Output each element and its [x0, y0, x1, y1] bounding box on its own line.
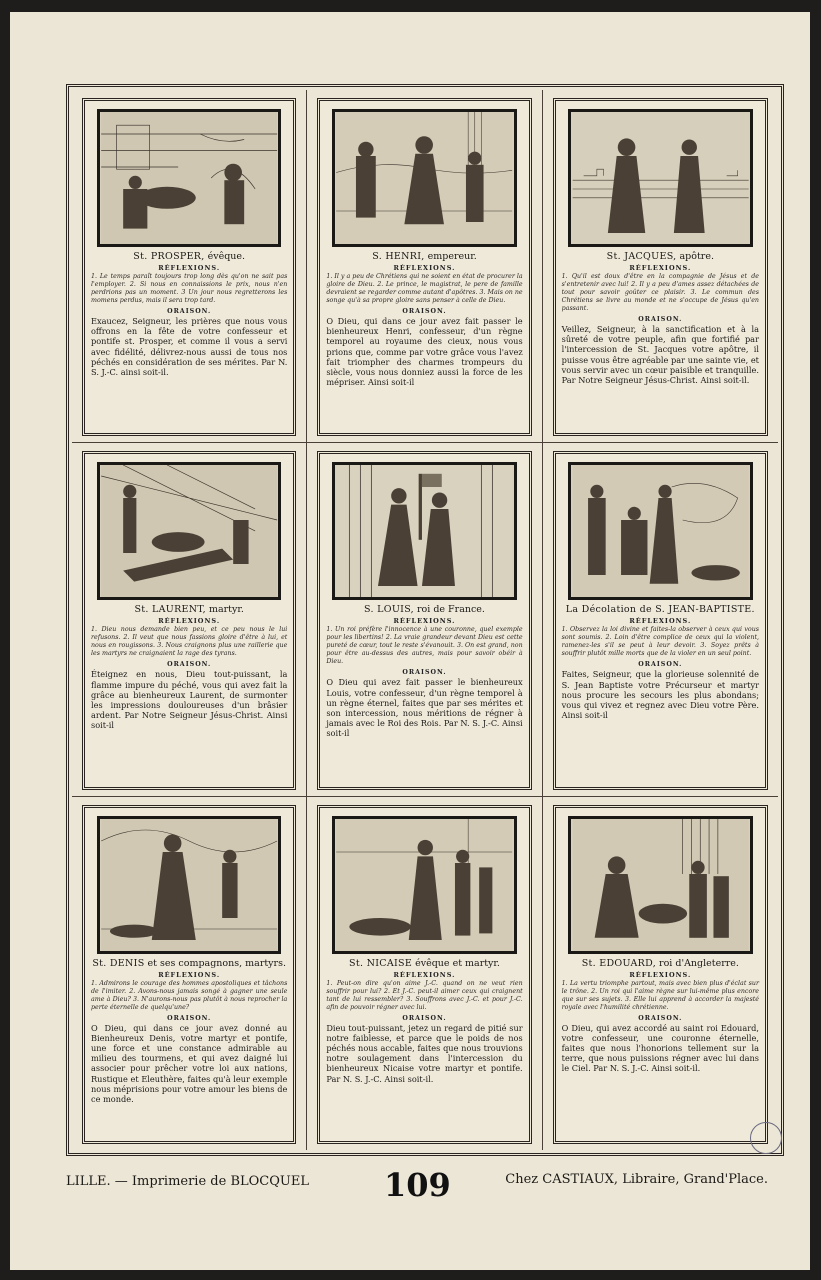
engraving-image: [568, 109, 753, 247]
oraison-text: Exaucez, Seigneur, les prières que nous vous offrons en la fête de votre confesseur et pontife st. Prosper, et comme il vous a servi avec fidélité, délivrez-nous aussi de tous nos péchés en considération de ses mérites. Par N. S. J.-C. ainsi soit-il.: [91, 316, 288, 378]
card-title-name: St. JACQUES,: [606, 251, 677, 262]
card-cell: [543, 443, 778, 796]
printer-line: LILLE. — Imprimerie de BLOCQUEL: [66, 1174, 309, 1189]
reflexions-heading: RÉFLEXIONS.: [158, 970, 221, 979]
saint-card: [317, 98, 531, 436]
saint-card: [82, 98, 296, 436]
card-title-name: S. HENRI,: [372, 251, 425, 262]
oraison-heading: ORAISON.: [402, 669, 447, 677]
card-title-qualifier: et ses compagnons, martyrs.: [144, 957, 286, 969]
reflexions-heading: RÉFLEXIONS.: [393, 617, 456, 626]
saint-card: [82, 451, 296, 789]
card-title-name: S. LOUIS,: [364, 604, 414, 616]
card-cell: [72, 90, 307, 443]
reflexions-heading: RÉFLEXIONS.: [158, 617, 221, 626]
card-title-qualifier: roi d'Angleterre.: [656, 957, 739, 969]
reflexions-heading: RÉFLEXIONS.: [393, 970, 456, 979]
card-cell: [72, 443, 307, 796]
oraison-text: Éteignez en nous, Dieu tout-puissant, la flamme impure du péché, vous qui avez fait la grâce au bienheureux Laurent, de surmonter les impressions douloureuses d'un brâsier ardent. Par Notre Seigneur Jésus-Christ. Ainsi soit-il: [91, 669, 288, 731]
reflexions-text: 1. Le temps paraît toujours trop long dès qu'on ne sait pas l'employer. 2. Si nous en connaissions le prix, nous n'en perdrions pas un moment. 3 Un jour nous regretterons les momens perdus, mais il sera trop tard.: [91, 273, 288, 304]
oraison-text: O Dieu, qui dans ce jour avez donné au Bienheureux Denis, votre martyr et pontife, une force et une constance admirable au milieu des tourmens, et qui avez daigné lui associer pour prêcher votre loi aux nations, Rustique et Eleuthère, faites qu'à leur exemple nous méprisions pour votre amour les biens de ce monde.: [91, 1022, 288, 1105]
saint-card: [553, 451, 768, 789]
saint-card: [553, 98, 768, 436]
reflexions-text: 1. Peut-on dire qu'on aime J.-C. quand on ne veut rien souffrir pour lui? 2. Et J.-C. peut-il aimer ceux qui craignent tant de lui ressembler? 3. Souffrons avec J.-C. et pour J.-C. afin de pouvoir régner avec lui.: [326, 979, 523, 1011]
library-stamp: [750, 1122, 782, 1154]
oraison-heading: ORAISON.: [402, 1014, 447, 1022]
reflexions-text: 1. Il y a peu de Chrétiens qui ne soient en état de procurer la gloire de Dieu. 2. Le prince, le magistrat, le pere de famille devraient se regarder comme autant d'apôtres. 3. Mais on ne songe qu'à sa propre gloire sans penser à celle de Dieu.: [326, 273, 523, 304]
card-title-qualifier: martyr.: [205, 604, 244, 616]
reflexions-heading: RÉFLEXIONS.: [629, 617, 692, 626]
card-title-name: La Décolation de S. JEAN-BAPTISTE.: [565, 604, 755, 616]
reflexions-heading: RÉFLEXIONS.: [393, 264, 456, 272]
engraving-image: [332, 109, 516, 247]
reflexions-text: 1. Observez la loi divine et faites-la observer à ceux qui vous sont soumis. 2. Loin d'être complice de ceux qui la violent, ramenez-les s'il se peut à leur devoir. 3. Soyez prêts à souffrir plutôt mille morts que de la violer en un seul point.: [561, 626, 759, 658]
oraison-text: Faites, Seigneur, que la glorieuse solennité de S. Jean Baptiste votre Précurseur et martyr nous procure les secours les plus abondans; vous qui vivez et regnez avec Dieu votre Père. Ainsi soit-il: [561, 669, 759, 721]
saint-card: [317, 451, 531, 789]
reflexions-heading: RÉFLEXIONS.: [629, 970, 692, 979]
sheet-number: 109: [384, 1166, 451, 1204]
card-title-name: St. PROSPER,: [133, 251, 205, 262]
reflexions-text: 1. Admirons le courage des hommes apostoliques et tâchons de l'imiter. 2. Avons-nous jamais songé à gagner une seule ame à Dieu? 3. N'aurons-nous pas plutôt à nous reprocher la perte éternelle de quelqu'une?: [91, 979, 288, 1011]
reflexions-text: 1. Qu'il est doux d'être en la compagnie de Jésus et de s'entretenir avec lui! 2. Il y a peu d'ames assez détachées de tout pour savoir goûter ce plaisir. 3. Le commun des Chrétiens se livre au monde et ne s'occupe de Jésus qu'en passant.: [561, 273, 759, 312]
card-cell: [307, 797, 542, 1150]
engraving-image: [332, 816, 516, 954]
card-cell: [72, 797, 307, 1150]
oraison-text: Dieu tout-puissant, jetez un regard de pitié sur notre faiblesse, et parce que le poids de nos péchés nous accable, faites que nous trouvions notre soulagement dans l'intercession du bienheureux Nicaise votre martyr et pontife. Par N. S. J.-C. Ainsi soit-il.: [326, 1022, 523, 1084]
card-cell: [543, 797, 778, 1150]
card-cell: [543, 90, 778, 443]
reflexions-text: 1. Un roi préfère l'innocence à une couronne, quel exemple pour les libertins! 2. La vraie grandeur devant Dieu est cette pureté de cœur, tout le reste s'évanouit. 3. On est grand, non pour être au-dessus des autres, mais pour savoir obéir à Dieu.: [326, 626, 523, 666]
image-grid: [72, 90, 778, 1150]
saint-card: [317, 805, 531, 1144]
reflexions-heading: RÉFLEXIONS.: [158, 264, 221, 272]
publisher-line: Chez CASTIAUX, Libraire, Grand'Place.: [505, 1172, 768, 1187]
card-title-qualifier: évêque et martyr.: [412, 957, 500, 969]
oraison-heading: ORAISON.: [167, 661, 212, 669]
card-title-name: St. DENIS: [92, 957, 145, 969]
engraving-image: [97, 462, 281, 600]
reflexions-text: 1. Dieu nous demande bien peu, et ce peu nous le lui refusons. 2. Il veut que nous fassions gloire d'être à lui, et nous en rougissons. 3. Nous craignons plus une raillerie que les martyrs ne craignaient la rage des tyrans.: [91, 626, 288, 658]
oraison-heading: ORAISON.: [402, 308, 447, 315]
card-cell: [307, 443, 542, 796]
engraving-image: [568, 816, 753, 954]
oraison-text: O Dieu qui avez fait passer le bienheureux Louis, votre confesseur, d'un règne temporel à un règne éternel, faites que par ses mérites et son intercession, nous méritions de régner à jamais avec le Roi des Rois. Par N. S. J.-C. Ainsi soit-il: [326, 677, 523, 739]
engraving-image: [97, 109, 281, 247]
oraison-text: Veillez, Seigneur, à la sanctification et à la sûreté de votre peuple, afin que fortifié par l'intercession de St. Jacques votre apôtre, il puisse vous être agréable par une sainte vie, et vous servir avec un cœur paisible et tranquille. Par Notre Seigneur Jésus-Christ. Ainsi soit-il.: [561, 324, 759, 386]
card-title-qualifier: empereur.: [424, 251, 477, 262]
card-title-qualifier: évêque.: [204, 251, 246, 262]
oraison-heading: ORAISON.: [638, 316, 683, 323]
oraison-heading: ORAISON.: [167, 308, 212, 315]
card-title-name: St. LAURENT,: [134, 604, 206, 616]
reflexions-heading: RÉFLEXIONS.: [629, 264, 692, 272]
card-title-qualifier: apôtre.: [676, 251, 714, 262]
engraving-image: [332, 462, 516, 600]
card-title-qualifier: roi de France.: [414, 604, 485, 616]
saint-card: [82, 805, 296, 1144]
card-cell: [307, 90, 542, 443]
engraving-image: [568, 462, 753, 600]
oraison-text: O Dieu, qui dans ce jour avez fait passer le bienheureux Henri, confesseur, d'un règne temporel au royaume des cieux, nous vous prions que, comme par votre grâce vous l'avez fait triompher des charmes trompeurs du siècle, vous nous donniez aussi la force de les mépriser. Ainsi soit-il: [326, 316, 523, 388]
footer-imprint: [66, 1166, 784, 1206]
oraison-heading: ORAISON.: [638, 661, 683, 669]
oraison-text: O Dieu, qui avez accordé au saint roi Edouard, votre confesseur, une couronne éternelle, faites que nous l'honorions tellement sur la terre, que nous puissions régner avec lui dans le Ciel. Par N. S. J.-C. Ainsi soit-il.: [561, 1022, 759, 1074]
card-title-name: St. EDOUARD,: [581, 957, 657, 969]
oraison-heading: ORAISON.: [638, 1014, 683, 1022]
engraving-image: [97, 816, 281, 954]
card-title-name: St. NICAISE: [349, 957, 413, 969]
oraison-heading: ORAISON.: [167, 1014, 212, 1022]
reflexions-text: 1. La vertu triomphe partout, mais avec bien plus d'éclat sur le trône. 2. Un roi qui l'aime règne sur lui-même plus encore que sur ses sujets. 3. Elle lui apprend à accorder la majesté royale avec l'humilité chrétienne.: [561, 979, 759, 1011]
saint-card: [553, 805, 768, 1144]
